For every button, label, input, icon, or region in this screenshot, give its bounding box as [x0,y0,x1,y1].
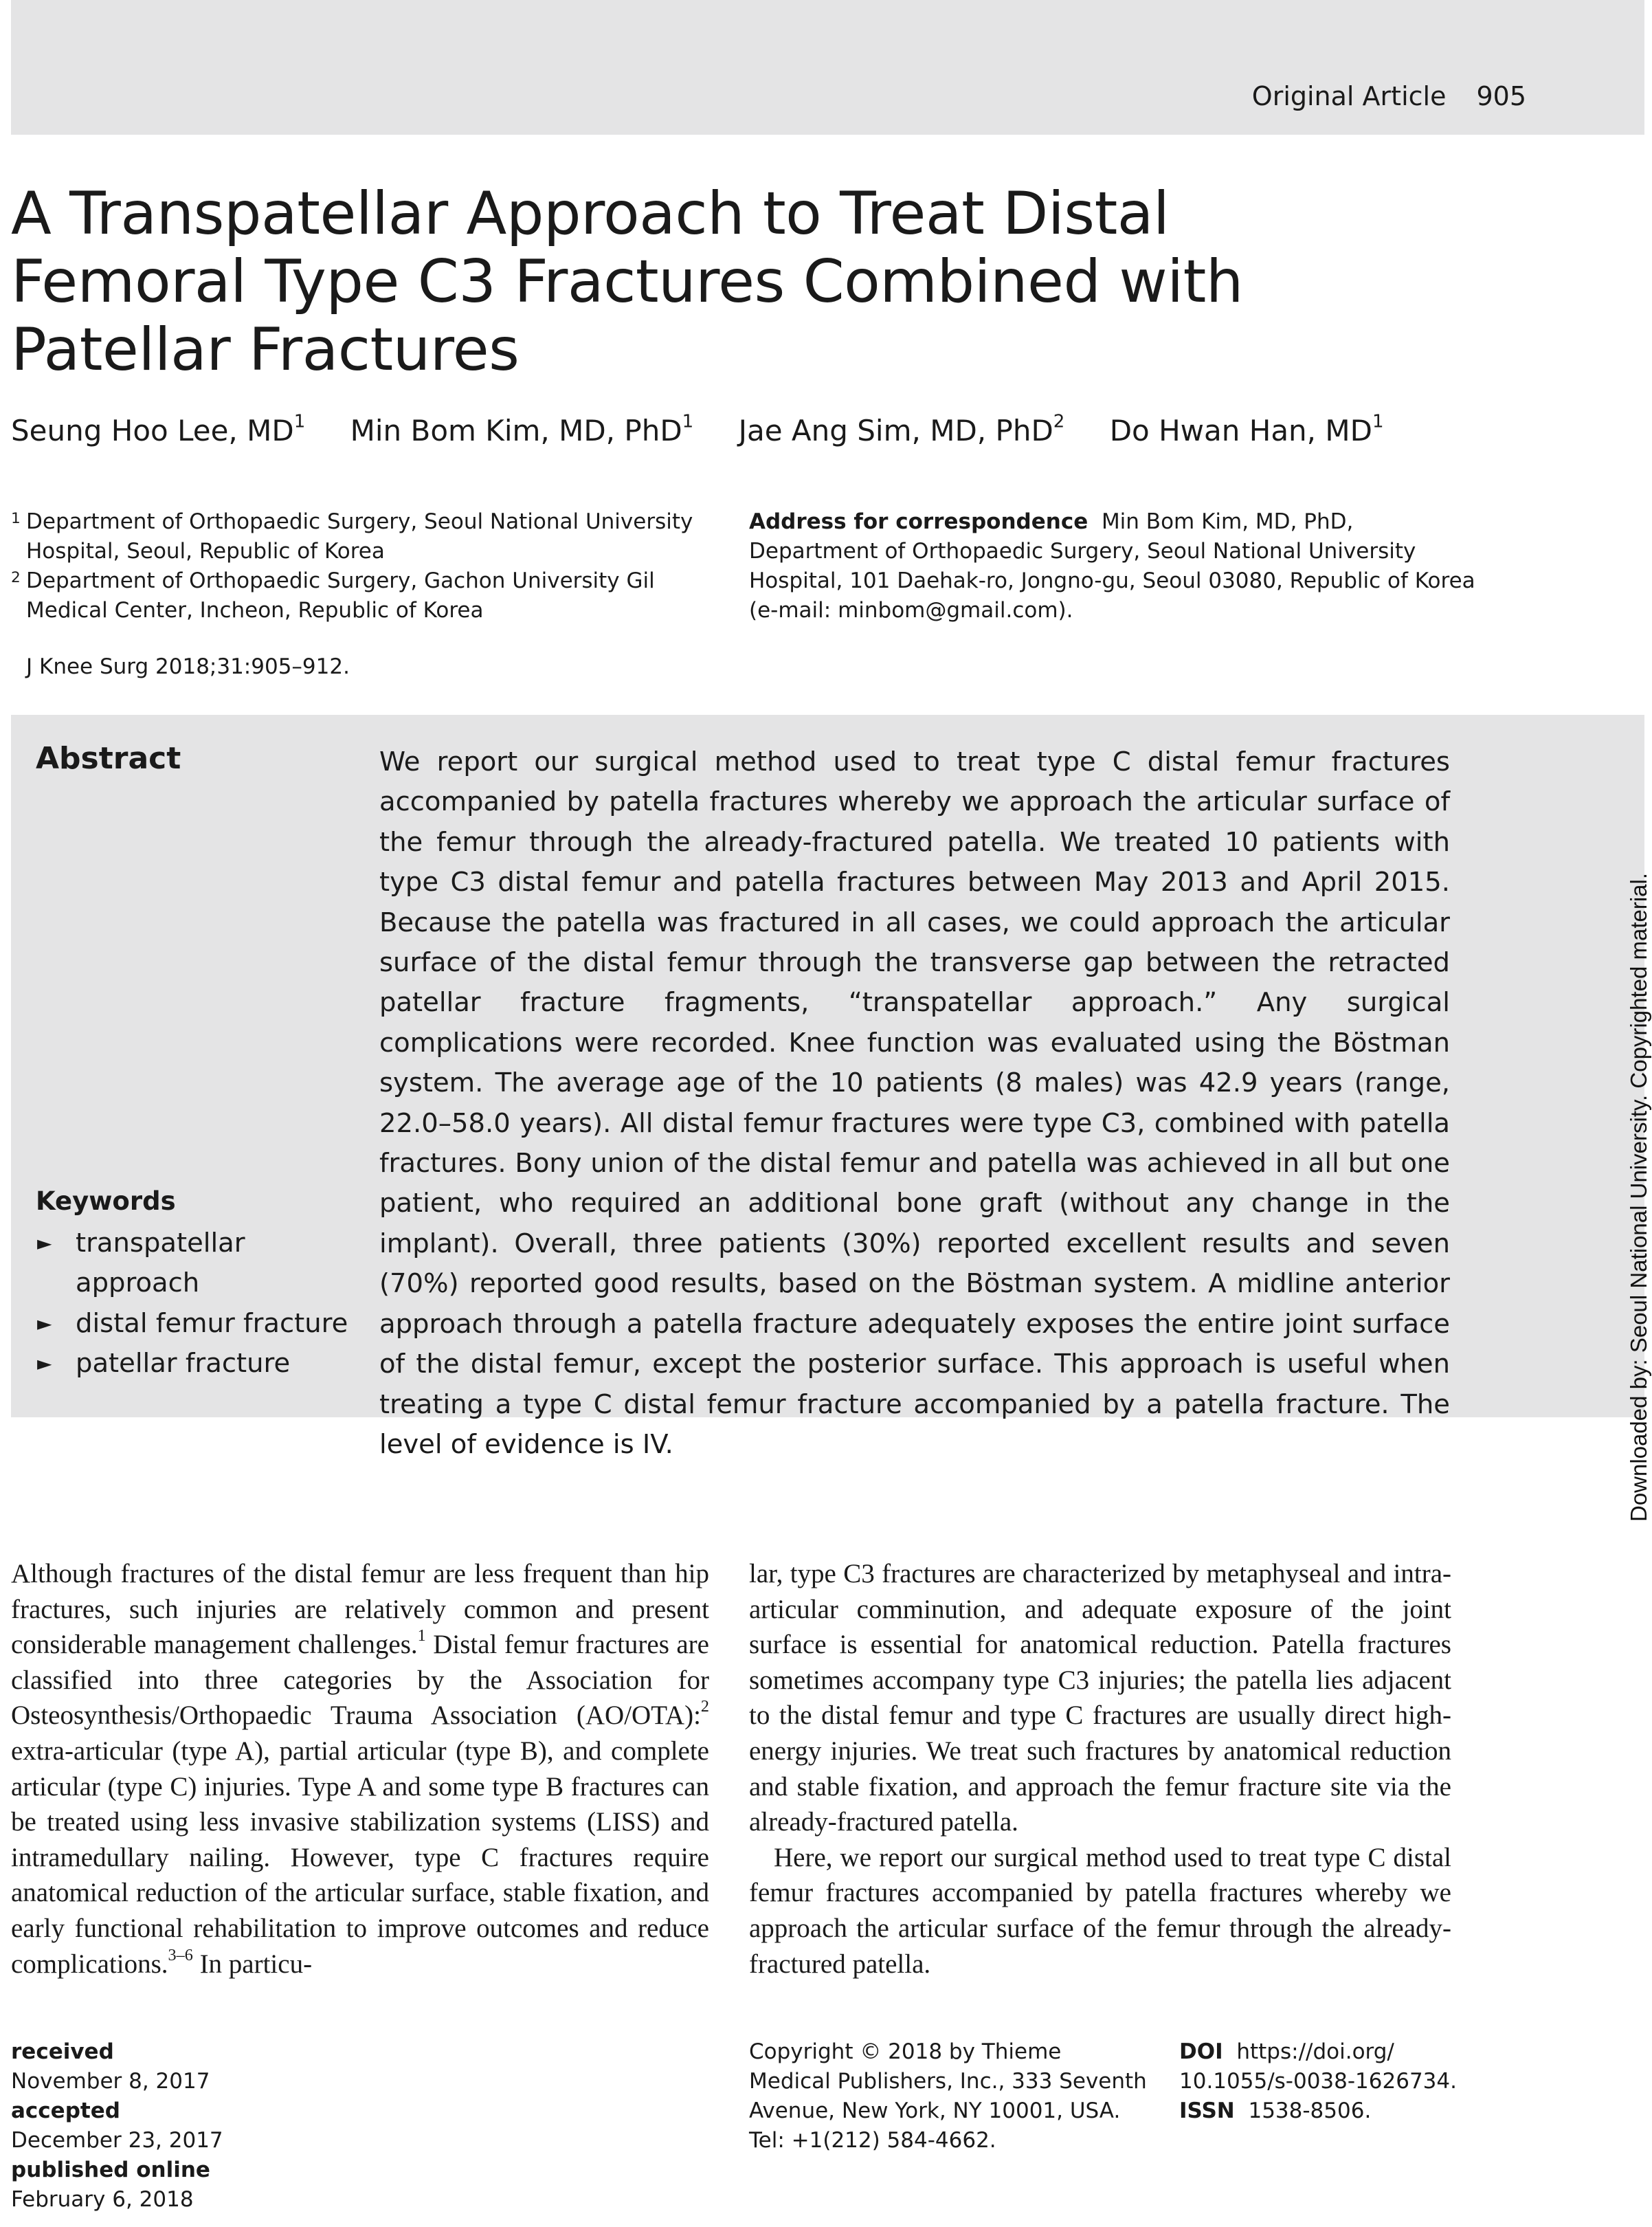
page-number: 905 [1476,81,1526,111]
section-label: Original Article [1251,81,1447,111]
publication-dates [11,2037,355,2215]
body-paragraph: Here, we report our surgical method used to treat type C distal femur fractures accompanied by patella fractures whereby we approach the articular surface of the femur through the already-fractured patella. [749,1842,1451,1979]
author-name: Min Bom Kim, MD, PhD [350,414,682,447]
issn-value: 1538-8506. [1248,2098,1372,2123]
affiliation-text: Department of Orthopaedic Surgery, Seoul National University Hospital, Seoul, Republic of Korea [26,509,693,564]
keywords-list [36,1223,359,1384]
body-text: Distal femur fractures are classified into three categories by the Association for Osteosynthesis/Orthopaedic Trauma Association (AO/OTA): [11,1630,709,1731]
download-watermark: Downloaded by: Seoul National University. Copyrighted material. [1626,872,1651,1522]
date-value: November 8, 2017 [11,2069,210,2094]
date-value: February 6, 2018 [11,2187,194,2212]
date-value: December 23, 2017 [11,2128,223,2153]
affiliation-number: 1 [11,510,21,527]
doi-link[interactable]: https://doi.org/ 10.1055/s-0038-1626734. [1179,2039,1457,2094]
issn-line [1179,2096,1482,2126]
affiliation-1 [11,507,726,566]
body-text: Although fractures of the distal femur are less frequent than hip fractures, such injuries are relatively common and present considerable management challenges. [11,1559,709,1660]
keyword-item [36,1223,359,1304]
author-affiliation-mark: 1 [1372,411,1384,432]
affiliation-text: Department of Orthopaedic Surgery, Gachon University Gil Medical Center, Incheon, Republic of Korea [26,568,655,623]
triangle-arrow-icon: ► [37,1352,52,1375]
triangle-arrow-icon: ► [37,1311,52,1335]
date-label: received [11,2039,114,2064]
author-affiliation-mark: 2 [1053,411,1065,432]
author-name: Jae Ang Sim, MD, PhD [738,414,1053,447]
doi-line [1179,2037,1482,2096]
keyword-text: transpatellar approach [76,1228,245,1299]
date-label: published online [11,2158,210,2182]
author-affiliation-mark: 1 [293,411,306,432]
abstract-heading: Abstract [36,741,181,776]
header-band [11,0,1644,135]
keyword-item [36,1344,359,1384]
affiliations [11,507,726,625]
triangle-arrow-icon: ► [37,1232,52,1254]
keyword-item [36,1304,359,1344]
body-paragraph [11,1556,709,1982]
keyword-text: patellar fracture [76,1348,291,1380]
body-column-left [11,1556,709,1982]
journal-citation: J Knee Surg 2018;31:905–912. [26,654,350,679]
body-column-right [749,1556,1451,1982]
reference-mark: 1 [417,1626,426,1646]
author-1 [11,411,306,447]
doi-issn-block [1179,2037,1482,2126]
copyright-notice: Copyright © 2018 by Thieme Medical Publishers, Inc., 333 Seventh Avenue, New York, NY 10001, USA. Tel: +1(212) 584-4662. [749,2039,1147,2153]
author-4 [1109,411,1384,447]
author-affiliation-mark: 1 [682,411,694,432]
author-3 [738,411,1065,447]
author-name: Do Hwan Han, MD [1109,414,1372,447]
abstract-text: We report our surgical method used to treat type C distal femur fractures accompanied by patella fractures whereby we approach the articular surface of the femur through the already-fractured patella. We treated 10 patients with type C3 distal femur and patella fractures between May 2013 and April 2015. Because the patella was fractured in all cases, we could approach the articular surface of the distal femur through the transverse gap between the retracted patellar fracture fragments, “transpatellar approach.” Any surgical complications were recorded. Knee function was evaluated using the Böstman system. The average age of the 10 patients (8 males) was 42.9 years (range, 22.0–58.0 years). All distal femur fractures were type C3, combined with patella fractures. Bony union of the distal femur and patella was achieved in all but one patient, who required an additional bone graft (without any change in the implant). Overall, three patients (30%) reported excellent results and seven (70%) reported good results, based on the Böstman system. A midline anterior approach through a patella fracture adequately exposes the entire joint surface of the distal femur, except the posterior surface. This approach is useful when treating a type C distal femur fracture accompanied by a patella fracture. The level of evidence is IV. [379,746,1450,1460]
correspondence-label: Address for correspondence [749,509,1089,534]
doi-label: DOI [1179,2039,1223,2064]
affiliation-2 [11,566,726,625]
author-2 [350,411,694,447]
affiliation-number: 2 [11,569,21,586]
article-title: A Transpatellar Approach to Treat Distal Femoral Type C3 Fractures Combined with Patellar Fractures [11,179,1243,384]
body-paragraph: lar, type C3 fractures are characterized by metaphyseal and intra-articular comminution, and adequate exposure of the joint surface is essential for anatomical reduction. Patella fractures sometimes accompany type C3 injuries; the patella lies adjacent to the distal femur and type C fractures are usually direct high-energy injuries. We treat such fractures by anatomical reduction and stable fixation, and approach the femur fracture site via the already-fractured patella. [749,1559,1451,1837]
author-name: Seung Hoo Lee, MD [11,414,294,447]
body-text: extra-articular (type A), partial articular (type B), and complete articular (type C) injuries. Type A and some type B fractures can be treated using less invasive stabilization systems (LISS) and intramedullary nailing. However, type C fractures require anatomical reduction of the articular surface, stable fixation, and early functional rehabilitation to improve outcomes and reduce complications. [11,1736,709,1979]
date-label: accepted [11,2098,120,2123]
correspondence-text: Min Bom Kim, MD, PhD, Department of Orthopaedic Surgery, Seoul National University Hospital, 101 Daehak-ro, Jongno-gu, Seoul 03080, Republic of Korea (e-mail: minbom@gmail.com). [749,509,1475,623]
reference-mark: 3–6 [168,1945,193,1964]
body-text: In particu- [192,1949,313,1979]
correspondence-address [749,507,1477,625]
keyword-text: distal femur fracture [76,1307,348,1339]
reference-mark: 2 [700,1697,709,1716]
running-head [1252,81,1526,111]
keywords-heading: Keywords [36,1186,176,1216]
issn-label: ISSN [1179,2098,1235,2123]
author-list [11,411,1420,447]
